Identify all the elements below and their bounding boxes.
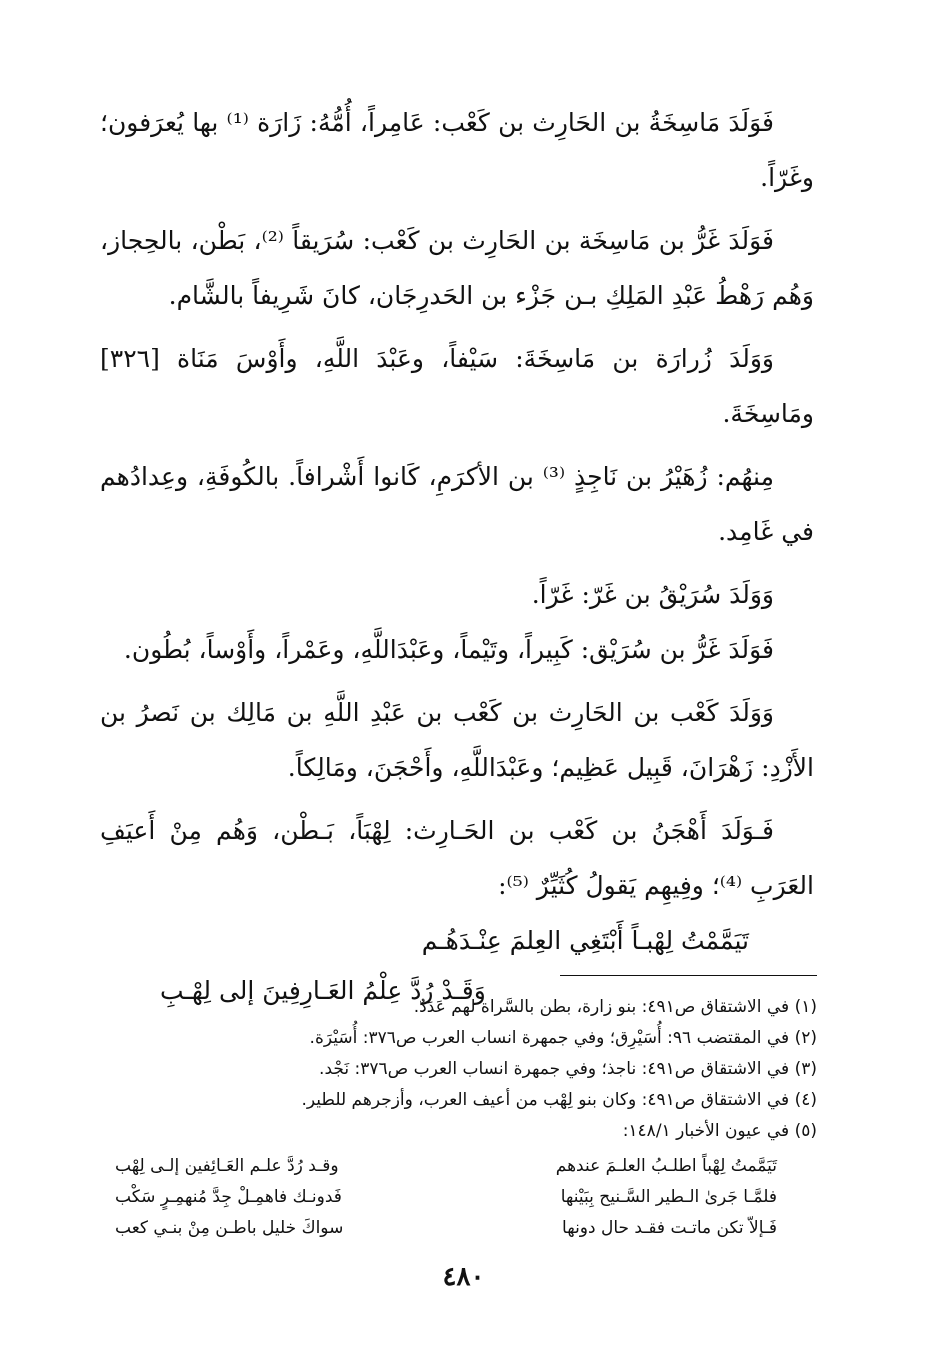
paragraph: وَوَلَدَ سُرَيْقُ بن غَرّ: غَرّاً. [531, 580, 774, 609]
footnote: (٣) في الاشتقاق ص٤٩١: ناجذ؛ وفي جمهرة انساب العرب ص٣٧٦: نَجْد. [319, 1059, 817, 1079]
footnote-divider [560, 975, 817, 976]
verse-hemistich: تَيَمَّمتُ لِهْباً اطلـبُ العلـمَ عندهم [555, 1156, 777, 1176]
footnote-verse-row [100, 1213, 817, 1244]
paragraph: وَوَلَدَ كَعْب بن الحَارِث بن كَعْب بن عَبْدِ اللَّهِ بن مَالِك بن نَصرُ بن الأَزْدِ: زَهْرَانَ، قَبِيل عَظِيم؛ وعَبْدَاللَّهِ، وأَحْجَنَ، ومَالِكاً. [100, 698, 814, 782]
paragraph: مِنهُم: زُهَيْرُ بن نَاجِذٍ ⁽³⁾ بن الأكرَمِ، كَانوا أَشْرافاً. بالكُوفَةِ، وعِدادُهم في غَامِد. [100, 462, 814, 546]
verse-hemistich: فلمَّـا جَرىٰ الـطير السَّـنيح بِبَيْنها [560, 1187, 777, 1207]
paragraph: فَوَلَدَ غَرُّ بن سُرَيْق: كَبِيراً، وتَيْماً، وعَبْدَاللَّهِ، وعَمْراً، وأَوْساً، بُطُون. [123, 635, 774, 664]
footnotes [100, 992, 817, 1244]
paragraph: فَوَلَدَ مَاسِخَةُ بن الحَارِث بن كَعْب: عَامِراً، أُمُّهُ: زَارَة ⁽¹⁾ بها يُعرَفون؛ وغَرّاً. [100, 108, 814, 192]
paragraph: فَوَلَدَ غَرُّ بن مَاسِخَة بن الحَارِث بن كَعْب: سُرَيقاً ⁽²⁾، بَطْن، بالحِجاز، وَهُم رَهْطُ عَبْدِ المَلِكِ بـن جَزْء بن الحَدرِجَان، كانَ شَرِيفاً بالشَّام. [100, 226, 814, 310]
footnote: (١) في الاشتقاق ص٤٩١: بنو زارة، بطن بالسَّراة لهم عَدَدٌ. [413, 997, 817, 1017]
verse-hemistich: تَيَمَّمْتُ لِهْبـاً أَبْتَغِي العِلمَ عِنْـدَهُـم [421, 926, 749, 955]
footnote-verse-row [100, 1182, 817, 1213]
footnote: (٢) في المقتضب ٩٦: أُسَيْرِق؛ وفي جمهرة انساب العرب ص٣٧٦: أُسَيْرَة. [309, 1028, 817, 1048]
footnote: (٤) في الاشتقاق ص٤٩١: وكان بنو لِهْب من أعيف العرب، وأزجرهم للطير. [301, 1090, 817, 1110]
paragraph: وَوَلَدَ زُرارَة بن مَاسِخَةَ: سَيْفاً، وعَبْدَ اللَّهِ، وأَوْسَ مَنَاة [٣٢٦] ومَاسِخَةَ. [100, 344, 814, 428]
footnote: (٥) في عيون الأخبار ١٤٨/١: [622, 1121, 817, 1141]
page-number: ٤٨٠ [442, 1262, 485, 1292]
verse-hemistich: فَدونـك فاهمِـلْ جِدَّ مُنهمِـرٍ سَكْب [115, 1187, 342, 1207]
paragraph: فَـوَلَدَ أَهْجَنُ بن كَعْب بن الحَـارِث: لِهْبَاً، بَـطْن، وَهُم مِنْ أَعيَفِ العَرَبِ ⁽⁴⁾؛ وفِيهِم يَقولُ كُثَيِّرٌ ⁽⁵⁾: [100, 816, 814, 900]
verse-hemistich: وَقَـدْ رُدَّ عِلْمُ العَـارِفِينَ إلى لِهْـبِ [160, 976, 486, 1005]
main-text [100, 95, 814, 1013]
verse-hemistich: فَـإلاّ تكن ماتـت فقـد حال دونها [562, 1218, 777, 1238]
verse-hemistich: وقـد رُدَّ علـم العَـائِفين إلـى لِهْب [115, 1156, 339, 1176]
footnote-poem [100, 1151, 817, 1244]
verse-hemistich: سواكَ خليل باطـن مِنْ بنـي كعب [115, 1218, 344, 1238]
footnote-verse-row [100, 1151, 817, 1182]
